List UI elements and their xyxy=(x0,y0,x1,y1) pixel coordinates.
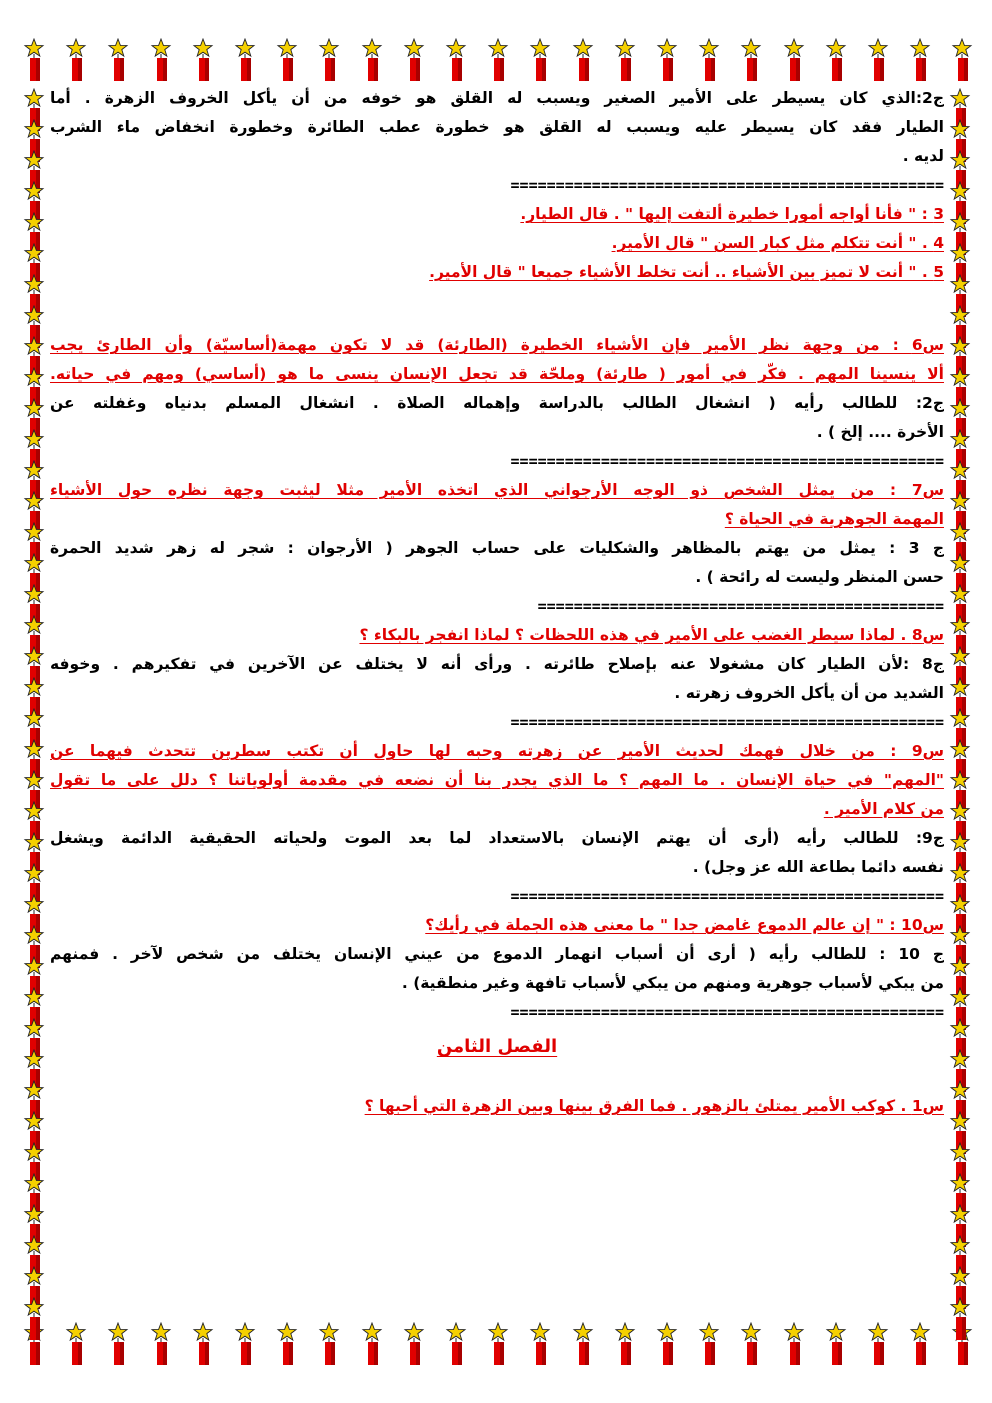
answer-8-line-2: الشديد من أن يأكل الخروف زهرته . xyxy=(674,684,944,702)
candle-icon xyxy=(444,1322,468,1366)
question-1: س1 . كوكب الأمير يمتلئ بالزهور . فما الفرق بينها وبين الزهرة التي أحبها ؟ xyxy=(364,1097,944,1115)
candle-icon xyxy=(444,38,468,82)
question-8: س8 . لماذا سيطر الغضب على الأمير في هذه اللحظات ؟ لماذا انفجر بالبكاء ؟ xyxy=(359,626,944,644)
candle-icon xyxy=(655,1322,679,1366)
candle-icon xyxy=(233,38,257,82)
candle-icon xyxy=(275,38,299,82)
separator-6: ================================================ xyxy=(510,1003,944,1021)
candle-icon xyxy=(149,1322,173,1366)
separator-1: ================================================ xyxy=(510,176,944,194)
spacer xyxy=(50,316,944,331)
separator-5: ================================================ xyxy=(510,887,944,905)
candle-icon xyxy=(782,1322,806,1366)
candle-icon xyxy=(64,38,88,82)
candle-icon xyxy=(22,1297,46,1341)
candle-icon xyxy=(106,1322,130,1366)
candle-icon xyxy=(697,1322,721,1366)
candle-icon xyxy=(908,38,932,82)
candle-icon xyxy=(782,38,806,82)
candle-icon xyxy=(866,38,890,82)
candle-icon xyxy=(402,1322,426,1366)
candle-icon xyxy=(360,38,384,82)
candle-icon xyxy=(233,1322,257,1366)
candle-icon xyxy=(528,1322,552,1366)
candle-icon xyxy=(613,38,637,82)
answer-9-line-2: نفسه دائما بطاعة الله عز وجل) . xyxy=(692,858,944,876)
question-6-line-2: ألا ينسينا المهم . فكّر في أمور ( طارئة) وملحّة قد تجعل الإنسان ينسى ما هو (أساسي) ومهم في حياته. xyxy=(50,365,944,383)
candle-icon xyxy=(739,38,763,82)
question-9-line-1: س9 : من خلال فهمك لحديث الأمير عن زهرته وحبه لها حاول أن تكتب سطرين تتحدث فيهما عن xyxy=(50,742,944,760)
separator-2: ================================================ xyxy=(510,452,944,470)
answer-6-line-2: الأخرة .... إلخ ) . xyxy=(816,423,944,441)
spacer xyxy=(50,1063,944,1092)
answer-8-line-1: ج8 :لأن الطيار كان مشغولا عنه بإصلاح طائرته . ورأى أنه لا يختلف عن الآخرين في تفكيرهم . وخوفه xyxy=(50,655,944,673)
quote-5: 5 . " أنت لا تميز بين الأشياء .. أنت تخلط الأشياء جميعا " قال الأمير. xyxy=(429,263,944,281)
candle-icon xyxy=(948,1297,972,1341)
candle-icon xyxy=(571,38,595,82)
question-9-line-3: من كلام الأمير . xyxy=(823,800,944,818)
candle-icon xyxy=(360,1322,384,1366)
separator-4: ================================================ xyxy=(510,713,944,731)
candle-icon xyxy=(191,38,215,82)
answer-6-line-1: ج2: للطالب رأيه ( انشغال الطالب بالدراسة وإهماله الصلاة . انشغال المسلم بدنياه وغفلته عن xyxy=(50,394,944,412)
question-7-line-2: المهمة الجوهرية في الحياة ؟ xyxy=(724,510,944,528)
candle-icon xyxy=(824,1322,848,1366)
answer-2-line-2: الطيار فقد كان يسيطر عليه ويسبب له القلق هو خطورة عطب الطائرة وخطورة انخفاض ماء الشرب xyxy=(50,118,944,136)
candle-icon xyxy=(402,38,426,82)
answer-2-line-3: لديه . xyxy=(902,147,944,165)
question-6-line-1: س6 : من وجهة نظر الأمير فإن الأشياء الخطيرة (الطارئة) قد لا تكون مهمة(أساسيّة) وأن الطارئ يجب xyxy=(50,336,944,354)
candle-icon xyxy=(697,38,721,82)
candle-icon xyxy=(106,38,130,82)
candle-icon xyxy=(191,1322,215,1366)
quote-4: 4 . " أنت تتكلم مثل كبار السن " قال الأمير. xyxy=(611,234,944,252)
border-top xyxy=(0,38,992,88)
border-bottom xyxy=(0,1322,992,1372)
candle-icon xyxy=(866,1322,890,1366)
answer-10-line-1: ج 10 : للطالب رأيه ( أرى أن أسباب انهمار الدموع من عيني الإنسان يختلف من شخص لآخر . فمنهم xyxy=(50,945,944,963)
quote-3: 3 : " فأنا أواجه أمورا خطيرة ألتفت إليها " . قال الطيار. xyxy=(520,205,944,223)
candle-icon xyxy=(655,38,679,82)
worksheet-text xyxy=(50,84,944,1121)
candle-icon xyxy=(571,1322,595,1366)
answer-2-line-1: ج2:الذي كان يسيطر على الأمير الصغير ويسبب له القلق هو خوفه من أن يأكل الخروف الزهرة . أما xyxy=(50,89,944,107)
answer-7-line-2: حسن المنظر وليست له رائحة ) . xyxy=(695,568,944,586)
candle-icon xyxy=(275,1322,299,1366)
separator-3: ============================================= xyxy=(537,597,944,615)
candle-icon xyxy=(486,1322,510,1366)
chapter-title: الفصل الثامن xyxy=(436,1036,558,1057)
candle-icon xyxy=(908,1322,932,1366)
candle-icon xyxy=(149,38,173,82)
spacer xyxy=(50,287,944,316)
candle-icon xyxy=(613,1322,637,1366)
candle-icon xyxy=(824,38,848,82)
candle-icon xyxy=(528,38,552,82)
question-10: س10 : " إن عالم الدموع غامض جدا " ما معنى هذه الجملة في رأيك؟ xyxy=(425,916,944,934)
candle-icon xyxy=(739,1322,763,1366)
answer-7-line-1: ج 3 : يمثل من يهتم بالمظاهر والشكليات على حساب الجوهر ( الأرجوان : شجر له زهر شديد الحمرة xyxy=(50,539,944,557)
answer-10-line-2: من يبكي لأسباب جوهرية ومنهم من يبكي لأسباب تافهة وغير منطقية) . xyxy=(401,974,944,992)
question-9-line-2: "المهم" في حياة الإنسان . ما المهم ؟ ما الذي يجدر بنا أن نضعه في مقدمة أولوياتنا ؟ دلل على ما تقول xyxy=(50,771,944,789)
candle-icon xyxy=(486,38,510,82)
question-7-line-1: س7 : من يمثل الشخص ذو الوجه الأرجواني الذي اتخذه الأمير مثلا ليثبت وجهة نظره حول الأشياء xyxy=(50,481,944,499)
border-right xyxy=(946,0,986,1403)
answer-9-line-1: ج9: للطالب رأيه (أرى أن يهتم الإنسان بالاستعداد لما بعد الموت ولحياته الحقيقية الدائمة ويشغل xyxy=(50,829,944,847)
candle-icon xyxy=(317,38,341,82)
candle-icon xyxy=(64,1322,88,1366)
candle-icon xyxy=(317,1322,341,1366)
